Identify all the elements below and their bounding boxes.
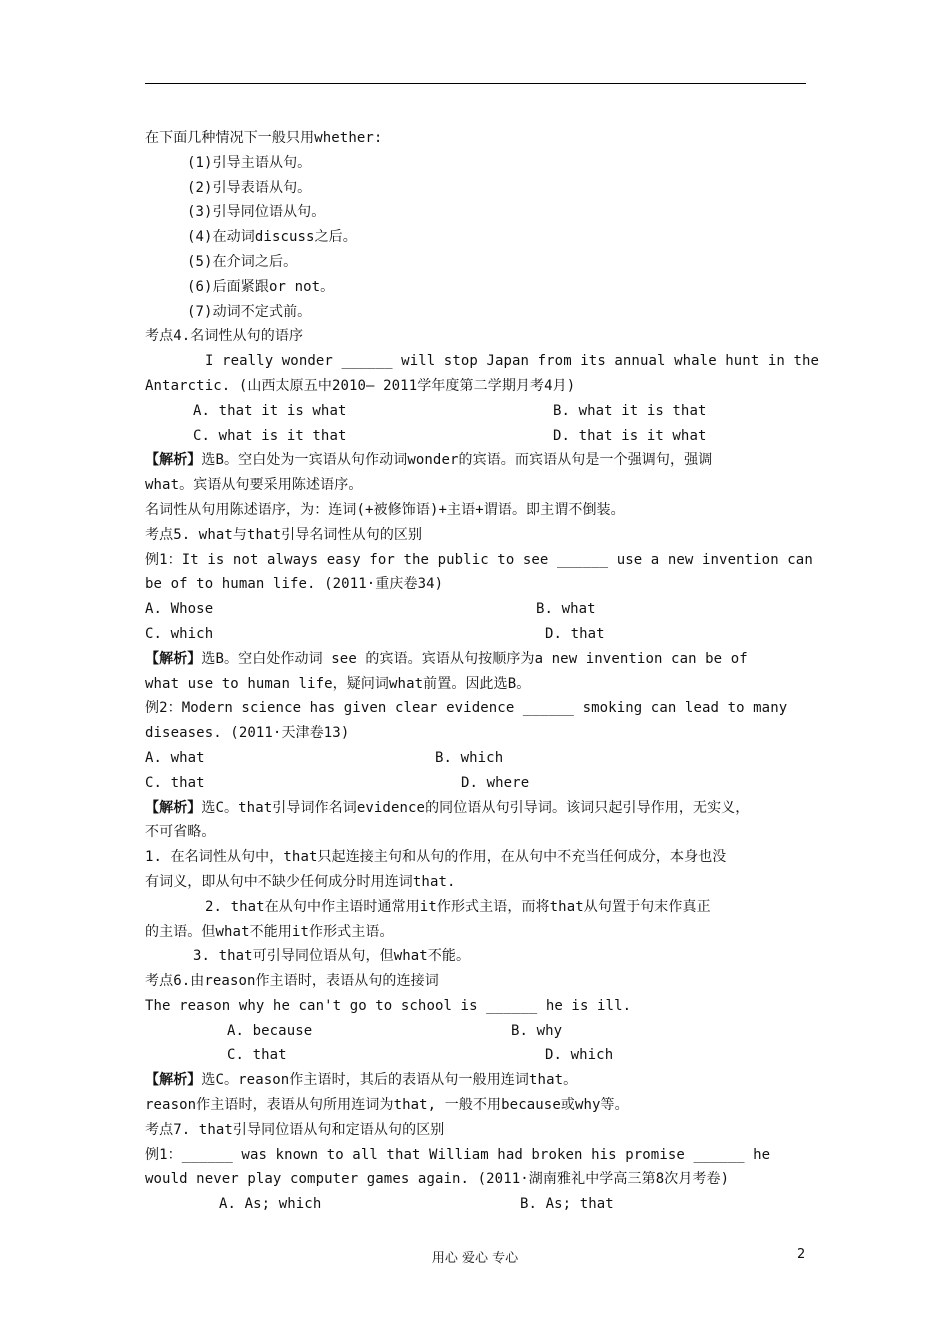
option: A. that it is what bbox=[193, 402, 347, 419]
option-row bbox=[145, 771, 825, 796]
analysis-line bbox=[145, 448, 825, 473]
option-row bbox=[145, 399, 825, 424]
list-item: (2)引导表语从句。 bbox=[187, 179, 312, 196]
option: D. where bbox=[461, 774, 530, 791]
analysis-line bbox=[145, 647, 825, 672]
option: B. As; that bbox=[520, 1196, 614, 1213]
text-line: 有词义，即从句中不缺少任何成分时用连词that. bbox=[145, 873, 456, 890]
text-line: 2. that在从句中作主语时通常用it作形式主语，而将that从句置于句末作真正 bbox=[205, 898, 711, 915]
text-line: 名词性从句用陈述语序，为：连词(+被修饰语)+主语+谓语。即主谓不倒装。 bbox=[145, 501, 625, 518]
page-number: 2 bbox=[797, 1247, 806, 1262]
option-row bbox=[145, 424, 825, 449]
section-heading: 考点7. that引导同位语从句和定语从句的区别 bbox=[145, 1121, 445, 1138]
option-row bbox=[145, 1192, 825, 1217]
option-row bbox=[145, 1019, 825, 1044]
text-line: what use to human life，疑问词what前置。因此选B。 bbox=[145, 675, 531, 692]
question-text: Antarctic. (山西太原五中2010— 2011学年度第二学期月考4月) bbox=[145, 377, 576, 394]
text-line: 3. that可引导同位语从句，但what不能。 bbox=[193, 948, 471, 965]
analysis-text: 选C。reason作主语时，其后的表语从句一般用连词that。 bbox=[201, 1072, 578, 1089]
list-item: (3)引导同位语从句。 bbox=[187, 204, 326, 221]
header-rule bbox=[145, 83, 806, 84]
option: A. As; which bbox=[219, 1196, 322, 1213]
section-heading: 考点5. what与that引导名词性从句的区别 bbox=[145, 526, 423, 543]
list-item: (4)在动词discuss之后。 bbox=[187, 229, 357, 246]
analysis-line bbox=[145, 796, 825, 821]
document-body bbox=[145, 126, 825, 1217]
analysis-label: 【解析】 bbox=[145, 1072, 202, 1089]
option: B. which bbox=[435, 749, 504, 766]
option: C. which bbox=[145, 625, 214, 642]
list-item: (1)引导主语从句。 bbox=[187, 154, 312, 171]
option: D. which bbox=[545, 1047, 614, 1064]
analysis-text: 选C。that引导词作名词evidence的同位语从句引导词。该词只起引导作用，无实义， bbox=[201, 799, 750, 816]
option: D. that bbox=[545, 625, 605, 642]
text-line: what。宾语从句要采用陈述语序。 bbox=[145, 477, 363, 494]
option-row bbox=[145, 1043, 825, 1068]
option: C. what is it that bbox=[193, 427, 347, 444]
section-heading: 考点6.由reason作主语时，表语从句的连接词 bbox=[145, 973, 439, 990]
option: D. that is it what bbox=[553, 427, 707, 444]
text-line: 在下面几种情况下一般只用whether: bbox=[145, 130, 383, 146]
analysis-line bbox=[145, 1068, 825, 1093]
list-item: (5)在介词之后。 bbox=[187, 253, 298, 270]
question-text: The reason why he can't go to school is ______ he is ill. bbox=[145, 997, 632, 1014]
question-text: diseases. (2011·天津卷13) bbox=[145, 725, 350, 742]
text-line: 1. 在名词性从句中，that只起连接主句和从句的作用，在从句中不充当任何成分，本身也没 bbox=[145, 849, 727, 866]
question-text: 例1：It is not always easy for the public to see ______ use a new invention can bbox=[145, 551, 813, 568]
list-item: (6)后面紧跟or not。 bbox=[187, 278, 335, 295]
analysis-text: 选B。空白处作动词 see 的宾语。宾语从句按顺序为a new invention can be of bbox=[201, 650, 748, 667]
section-heading: 考点4.名词性从句的语序 bbox=[145, 328, 304, 345]
question-text: be of to human life. (2011·重庆卷34) bbox=[145, 576, 444, 593]
option-row bbox=[145, 746, 825, 771]
option: A. what bbox=[145, 749, 205, 766]
text-line: 的主语。但what不能用it作形式主语。 bbox=[145, 923, 394, 940]
analysis-label: 【解析】 bbox=[145, 650, 202, 667]
option: C. that bbox=[227, 1047, 287, 1064]
question-text: 例1：______ was known to all that William had broken his promise ______ he bbox=[145, 1146, 771, 1163]
analysis-label: 【解析】 bbox=[145, 799, 202, 816]
list-item: (7)动词不定式前。 bbox=[187, 303, 312, 320]
question-text: I really wonder ______ will stop Japan from its annual whale hunt in the bbox=[205, 353, 820, 370]
analysis-label: 【解析】 bbox=[145, 452, 202, 469]
option: B. what bbox=[536, 601, 596, 618]
text-line: 不可省略。 bbox=[145, 824, 216, 841]
analysis-text: 选B。空白处为一宾语从句作动词wonder的宾语。而宾语从句是一个强调句，强调 bbox=[201, 452, 713, 469]
page-footer bbox=[0, 1247, 950, 1267]
question-text: 例2：Modern science has given clear evidence ______ smoking can lead to many bbox=[145, 700, 788, 717]
footer-motto: 用心 爱心 专心 bbox=[431, 1251, 519, 1266]
option: B. why bbox=[511, 1022, 563, 1039]
option: A. Whose bbox=[145, 601, 214, 618]
option-row bbox=[145, 622, 825, 647]
option-row bbox=[145, 597, 825, 622]
option: C. that bbox=[145, 774, 205, 791]
text-line: reason作主语时，表语从句所用连词为that, 一般不用because或why等。 bbox=[145, 1097, 629, 1114]
option: A. because bbox=[227, 1022, 313, 1039]
option: B. what it is that bbox=[553, 402, 707, 419]
question-text: would never play computer games again. (2011·湖南雅礼中学高三第8次月考卷) bbox=[145, 1171, 730, 1188]
